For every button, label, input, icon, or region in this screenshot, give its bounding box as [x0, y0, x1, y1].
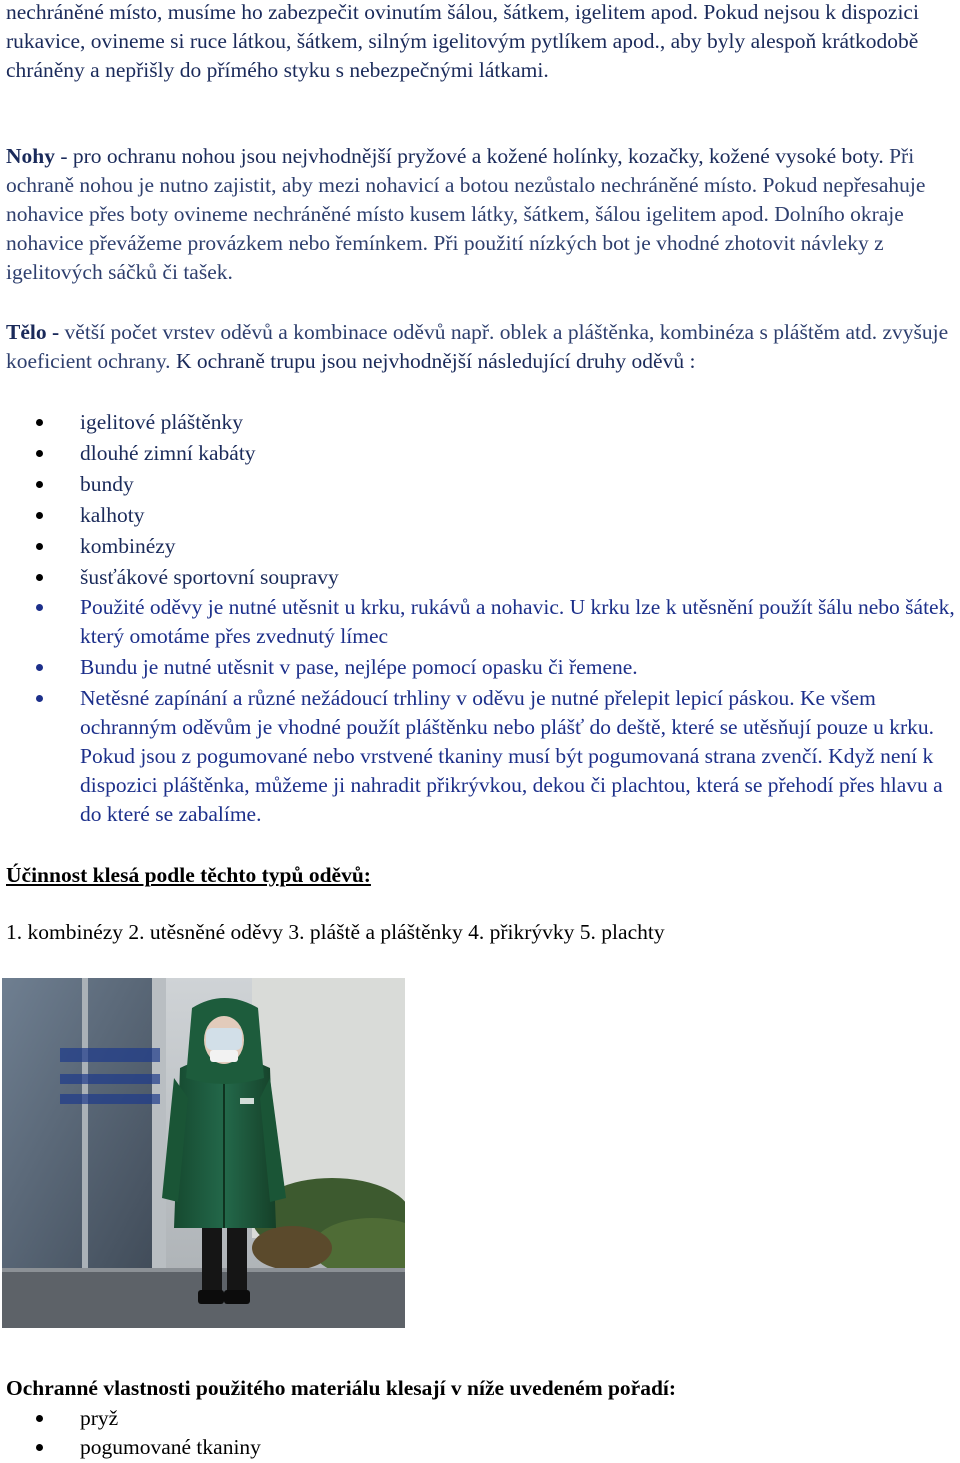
list-item: igelitové pláštěnky [6, 408, 951, 437]
telo-label: Tělo - [6, 320, 60, 344]
list-item: bundy [6, 470, 951, 499]
list-item: dlouhé zimní kabáty [6, 439, 951, 468]
efficiency-line: 1. kombinézy 2. utěsněné oděvy 3. pláště a pláštěnky 4. přikrývky 5. plachty [6, 920, 665, 944]
nohy-label: Nohy [6, 144, 55, 168]
nohy-text-b: Při ochraně nohou je nutno zajistit, aby mezi nohavicí a botou nezůstalo nechráněné místo. Pokud nepřesahuje nohavice přes boty ovineme nechráněné místo kusem látky, šátkem, šálou igelitem apod. Dolního okraje nohavice převážeme provázkem nebo řemínkem. Při použití nízkých bot je vhodné zhotovit návleky z igelitových sáčků či tašek. [6, 144, 926, 284]
nohy-text-a: - pro ochranu nohou jsou nejvhodnější pryžové a kožené holínky, kozačky, kožené vysoké boty. [54, 144, 884, 168]
list-item: pryž [6, 1404, 951, 1433]
efficiency-heading: Účinnost klesá podle těchto typů oděvů: [6, 863, 371, 887]
list-item: Netěsné zapínání a různé nežádoucí trhliny v oděvu je nutné přelepit lepicí páskou. Ke všem ochranným oděvům je vhodné použít pláštěnku nebo plášť do deště, které se utěsňují pouze u krku. Pokud jsou z pogumované nebo vrstvené tkaniny musí být pogumovaná strana zvenčí. Když není k dispozici pláštěnka, můžeme ji nahradit přikrývkou, dekou či plachtou, která se přehodí přes hlavu a do které se zabalíme. [6, 684, 958, 829]
material-list [6, 1404, 951, 1462]
advice-list [6, 593, 958, 829]
list-item: Bundu je nutné utěsnit v pase, nejlépe pomocí opasku či řemene. [6, 653, 958, 682]
list-item: Použité oděvy je nutné utěsnit u krku, rukávů a nohavic. U krku lze k utěsnění použít šálu nebo šátek, který omotáme přes zvednutý límec [6, 593, 958, 651]
paragraph-nohy [6, 142, 951, 287]
list-item: kalhoty [6, 501, 951, 530]
list-item: kombinézy [6, 532, 951, 561]
paragraph-telo [6, 318, 951, 376]
list-item: šusťákové sportovní soupravy [6, 563, 951, 592]
photo-illustration [2, 978, 405, 1328]
telo-text-b: K ochraně trupu jsou nejvhodnější následující druhy oděvů : [170, 349, 696, 373]
list-item: pogumované tkaniny [6, 1433, 951, 1462]
telo-text-a: větší počet vrstev oděvů a kombinace oděvů např. oblek a pláštěnka, kombinéza s pláštěm atd. zvyšuje koeficient ochrany. [6, 320, 949, 373]
material-heading: Ochranné vlastnosti použitého materiálu klesají v níže uvedeném pořadí: [6, 1376, 677, 1400]
photo-person-in-rain-jacket [2, 978, 405, 1328]
paragraph-intro: nechráněné místo, musíme ho zabezpečit ovinutím šálou, šátkem, igelitem apod. Pokud nejsou k dispozici rukavice, ovineme si ruce látkou, šátkem, silným igelitovým pytlíkem apod., aby byly alespoň krátkodobě chráněny a nepřišly do přímého styku s nebezpečnými látkami. [6, 0, 919, 82]
clothing-list [6, 408, 951, 592]
